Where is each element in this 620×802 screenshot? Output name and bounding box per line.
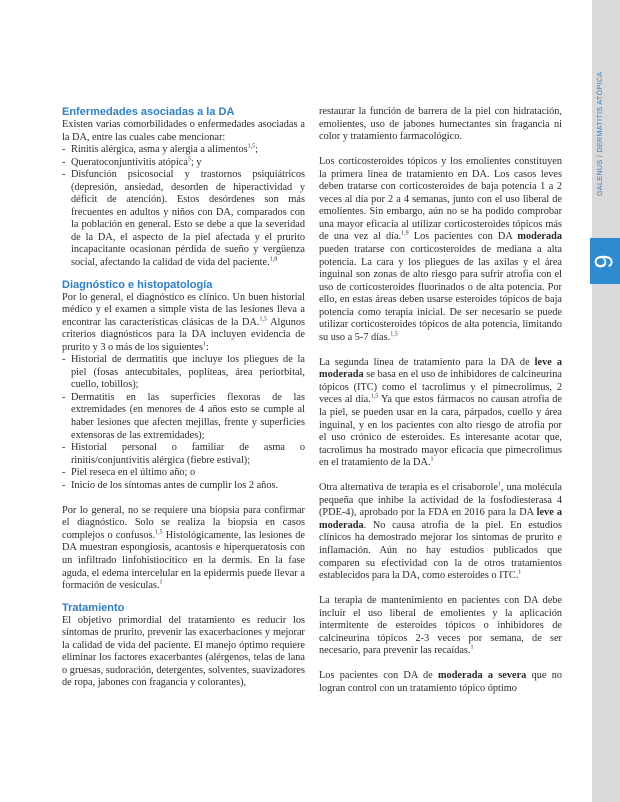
list-item: - Rinitis alérgica, asma y alergia a alimentos$^{1,5}$; bbox=[62, 144, 305, 157]
page-number-box bbox=[590, 238, 620, 284]
section-title-comorbidities: Enfermedades asociadas a la DA bbox=[62, 106, 235, 118]
treatment-paragraph: El objetivo primordial del tratamiento es reducir los síntomas de prurito, prevenir las exacerbaciones y mejorar la calidad de vida del paciente. El manejo óptimo requiere eliminar los factores exacerbantes (alérgenos, telas de lana o gruesas, sudoración, detergentes, solventes, suavizadores de ropa, jabones con fragancia y colorantes), bbox=[62, 614, 305, 689]
list-item: - Queratoconjuntivitis atópica$^5$; y bbox=[62, 157, 305, 170]
list-item: - Inicio de los síntomas antes de cumplir los 2 años. bbox=[62, 480, 305, 493]
list-item: - Historial de dermatitis que incluye los pliegues de la piel (fosas antecubitales, poplíteas, área periorbital, cuello, tobillos); bbox=[62, 354, 305, 392]
list-item: - Disfunción psicosocial y trastornos psiquiátricos (depresión, ansiedad, desorden de hiperactividad y déficit de atención). Estos desórdenes son más frecuentes en adultos y niños con DA, comparados con la población en general. Esto se debe a que la severidad de la DA, el aspecto de la piel afectada y el prurito incapacitante ocasionan pérdida de sueño y vergüenza social, afectando la calidad de vida del paciente.$^{1,8}$ bbox=[62, 169, 305, 269]
list-item: - Piel reseca en el último año; o bbox=[62, 467, 305, 480]
page-number: 9 bbox=[590, 254, 619, 268]
paragraph: Otra alternativa de terapia es el crisaborole$^1$, una molécula pequeña que inhibe la actividad de la fosfodiesterasa 4 (PDE-4), aprobado por la FDA en 2016 para la DA leve a moderada. No causa atrofia de la piel. En estudios clínicos ha demostrado mejorar los síntomas de prurito e inflamación. Aún no hay estudios publicados que comparen su efectividad con la de otros tratamientos establecidos para la DA, como esteroides o ITC.$^1$ bbox=[319, 481, 563, 582]
diagnosis-paragraph: Por lo general, el diagnóstico es clínico. Un buen historial médico y el examen a simple vista de las lesiones lleva a encontrar las características clásicas de la DA.$^{1,5}$ Algunos criterios diagnósticos para la DA incluyen evidencia de prurito y 3 o más de los siguientes$^1$: bbox=[62, 291, 306, 353]
paragraph: La segunda línea de tratamiento para la DA de leve a moderada se basa en el uso de inhibidores de calcineurina tópicos (ITC) como el tacrolimus y el pimecrolimus, 2 veces al día.$^{1,5}$ Ya que estos fármacos no causan atrofia de la piel, se pueden usar en la cara, párpados, cuello y área inguinal, y en los pacientes con alto riesgo de atrofia por el uso crónico de esteroides. Es interesante acotar que, tacrolimus ha mostrado mayor eficacia que pimecrolimus en el tratamiento de la DA.$^1$ bbox=[319, 356, 563, 469]
list-item: - Historial personal o familiar de asma o rinitis/conjuntivitis alérgica (fiebre estival); bbox=[62, 442, 305, 467]
paragraph: La terapia de mantenimiento en pacientes con DA debe incluir el uso liberal de emolientes y la aplicación intermitente de esteroides tópicos o inhibidores de calcineurina tópicos 2-3 veces por semana, de ser necesario, para prevenir las recaídas.$^1$ bbox=[319, 595, 562, 657]
biopsy-paragraph: Por lo general, no se requiere una biopsia para confirmar el diagnóstico. Solo se realiza la biopsia en casos complejos o confusos.$^{1,5}$ Histológicamente, las lesiones de DA muestran espongiosis, acantosis e hiperqueratosis con un infiltrado linfohistiocítico en la dermis. En la fase aguda, el edema intercelular en la epidermis puede llevar a formación de vesículas.$^1$ bbox=[62, 504, 305, 592]
comorbidities-intro: Existen varias comorbilidades o enfermedades asociadas a la DA, entre las cuales cabe mencionar: bbox=[62, 119, 305, 143]
paragraph: restaurar la función de barrera de la piel con hidratación, emolientes, uso de jabones humectantes sin fragancia ni color y tratamiento farmacológico. bbox=[319, 106, 562, 143]
left-column bbox=[62, 106, 305, 690]
right-column bbox=[319, 106, 562, 695]
diagnosis-criteria-list bbox=[62, 354, 305, 492]
paragraph: Los corticosteroides tópicos y los emolientes constituyen la primera línea de tratamiento en DA. Los casos leves deben tratarse con corticosteroides de baja potencia 1 a 2 veces al día por 2 a 4 semanas, junto con el uso liberal de emolientes. Sin embargo, aún no se ha podido comprobar una mayor eficacia al utilizar corticosteroides tópicos más de una vez al día.$^{1,9}$ Los pacientes con DA moderada pueden tratarse con corticosteroides de mediana a alta potencia. La cara y los pliegues de las axilas y el área inguinal son zonas de alto riesgo para sufrir atrofia con el uso de corticosteroides fluorinados o de alta potencia. Por ello, en estas áreas deben usarse esteroides tópicos de baja potencia como terapia inicial. De ser necesario se puede utilizar corticosteroides tópicos de alta potencia, limitando su uso a 5-7 días.$^{1,5}$ bbox=[319, 156, 562, 343]
list-item: - Dermatitis en las superficies flexoras de las extremidades (en menores de 4 años esto se cumple al haber lesiones que afecten mejillas, frente y superficies extensoras de las extremidades); bbox=[62, 392, 305, 442]
paragraph: Los pacientes con DA de moderada a severa que no logran control con un tratamiento tópico óptimo bbox=[319, 670, 563, 694]
comorbidities-list bbox=[62, 144, 305, 269]
section-title-diagnosis: Diagnóstico e histopatología bbox=[62, 278, 213, 291]
section-title-treatment: Tratamiento bbox=[62, 601, 125, 614]
running-header: GALENUS / DERMATITIS ATÓPICA bbox=[595, 71, 604, 196]
